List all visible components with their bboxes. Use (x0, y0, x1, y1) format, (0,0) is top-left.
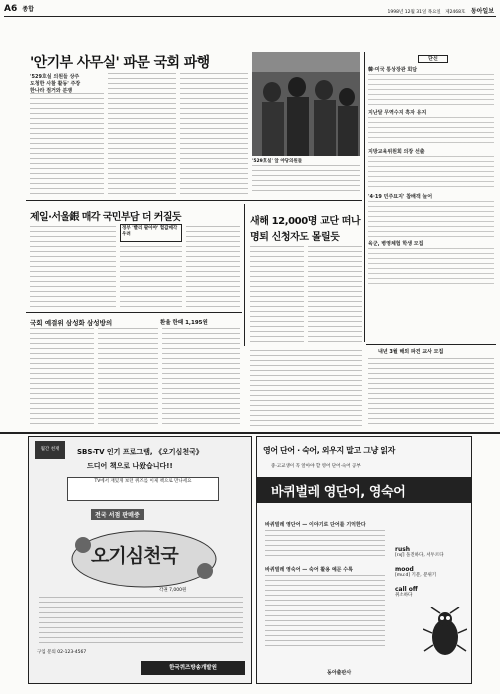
sidebar-item-body (368, 248, 494, 284)
lead-photo-image (252, 52, 360, 156)
story4-body-col1 (30, 328, 94, 426)
newspaper-name: 동아일보 (470, 8, 494, 15)
ad-left-promo-box (67, 477, 219, 501)
lead-headline: '안기부 사무실' 파문 국회 파행 (30, 55, 210, 71)
story2-body-col3 (186, 226, 240, 308)
sidebar-item: 지방교육위원회 의장 선출 (368, 149, 425, 155)
lead-bottom-rule (26, 200, 362, 201)
ad-left-footer: 구입 문의 02-123-4567 (37, 650, 87, 655)
lead-body-col2 (108, 73, 176, 195)
story4-headline: 국회 예결위 삼성화 삼성방의 (30, 319, 113, 327)
lead-kicker (30, 73, 102, 94)
sidebar-box-body (368, 358, 494, 426)
sidebar-item-body (368, 156, 494, 190)
story2-body-col2 (120, 246, 182, 308)
ad-left-logo-main: 오기심천국 (91, 545, 178, 567)
sidebar-item: '4·19 민주묘지' 참배객 늘어 (368, 194, 433, 200)
ad-right-sub: 중·고교생이 꼭 알아야 할 영어 단어·숙어 공부 (271, 464, 361, 469)
sidebar-item: 지난달 무역수지 흑자 유지 (368, 110, 427, 116)
lead-photo-caption: '529호실' 앞 야당의원들 (252, 159, 303, 164)
masthead-info (388, 6, 495, 15)
story3-headline-2: 명퇴 신청자도 몰릴듯 (250, 232, 340, 243)
ad-right-bullet-1-body (265, 530, 385, 560)
story2-headline: 제일·서울銀 매각 국민부담 더 커질듯 (30, 212, 181, 223)
ad-right-word: rush (395, 546, 411, 553)
ad-right-tagline: 영어 단어 · 숙어, 외우지 말고 그냥 읽자 (263, 446, 395, 455)
issue-date: 1998년 12월 31일 목요일 (387, 10, 441, 15)
story3-body-col3 (250, 350, 362, 426)
sidebar-item-body (368, 201, 494, 237)
story3-headline-1: 새해 12,000명 교단 떠나 (250, 216, 361, 227)
ad-right-word3-def: 취소하다 (395, 593, 413, 598)
sidebar-title: 단신 (428, 56, 438, 62)
sidebar-item-body (368, 117, 494, 145)
ad-right-publisher: 동아출판사 (327, 670, 352, 676)
ad-left-badge (35, 441, 65, 459)
ad-left (28, 436, 252, 684)
story3-body-col2 (308, 246, 362, 344)
ad-right-word3: call off (395, 586, 418, 593)
story4-body-col3 (162, 328, 240, 426)
ad-right-title: 바퀴벌레 영단어, 영숙어 (271, 485, 406, 500)
ad-right-word-def: [rʌʃ] 돌진하다, 서두르다 (395, 553, 444, 558)
ad-left-badge-text: 월간 천재 (40, 447, 60, 452)
section-label (4, 4, 34, 14)
story4-sub: 환율 한때 1,195원 (160, 320, 208, 326)
sidebar-item-body (368, 74, 494, 106)
sidebar-item: 육군, 병영체험 학생 모집 (368, 241, 424, 247)
ads-top-rule (0, 432, 500, 434)
ad-left-books-text (39, 597, 243, 643)
sidebar-items (368, 66, 494, 287)
sidebar-box-rule (366, 344, 496, 345)
cockroach-icon (423, 607, 467, 661)
story2-body-col1 (30, 226, 116, 308)
story4-body-col2 (98, 328, 158, 426)
story2-bottom-rule (26, 312, 242, 313)
section-name: 종합 (22, 6, 34, 13)
sidebar-rule (364, 52, 365, 342)
ad-right-word2: mood (395, 566, 414, 573)
ad-right-bullets (265, 521, 385, 647)
lead-kicker-3: 한나라 점거와 분쟁 (30, 88, 73, 94)
ad-right (256, 436, 472, 684)
lead-kicker-1: '529호실 의원들 상주 (30, 74, 80, 80)
lead-photo-caption-body (252, 165, 360, 195)
story3-rule (244, 204, 245, 346)
ad-left-logo-top: 전국 서점 판매중 (91, 509, 144, 520)
lead-body-col3 (180, 73, 248, 195)
sidebar-item: 韓·미국 통상장관 회담 (368, 67, 418, 73)
story2-subhead: 정부 '빨리 팔아야' 헐값매각 우려 (122, 226, 178, 237)
ad-right-sample (395, 547, 467, 599)
ad-left-publisher-text: 한국퀴즈방송개발원 (169, 665, 217, 671)
ad-left-line2: 드디어 책으로 나왔습니다!! (87, 462, 173, 470)
issue-number: 제2468호 (445, 10, 466, 15)
lead-body-col1 (30, 93, 104, 195)
ad-right-bullet-1: 바퀴벌레 영단어 — 이야기로 단어를 기억한다 (265, 522, 366, 528)
ad-right-bullet-2: 바퀴벌레 영숙어 — 숙어 활용 예문 수록 (265, 567, 353, 573)
ad-left-line1: SBS-TV 인기 프로그램, 《오기심천국》 (77, 448, 203, 456)
ad-left-promo-text: TV에서 재밌게 보던 퀴즈를 이제 책으로 만나세요 (94, 479, 192, 484)
ad-left-price: 각권 7,000원 (159, 588, 187, 593)
masthead-rule (4, 16, 496, 17)
sidebar-box-title: 내년 3월 해외 파견 교사 모집 (378, 349, 444, 355)
lead-kicker-2: 도청한 사찰 활동' 주장 (30, 81, 81, 87)
lead-photo (252, 52, 360, 156)
ad-right-bullet-2-body (265, 575, 385, 647)
story3-body-col1 (250, 246, 304, 344)
ad-left-publisher (141, 661, 245, 675)
section-number: A6 (4, 4, 18, 14)
ad-right-word2-def: [mu:d] 기분, 분위기 (395, 573, 437, 578)
